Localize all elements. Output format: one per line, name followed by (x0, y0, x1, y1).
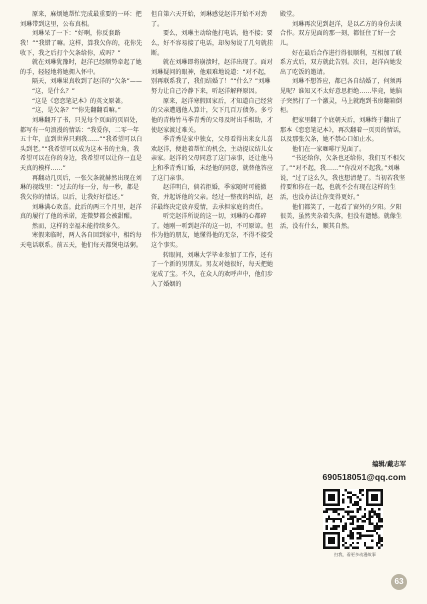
editor-credit: 编辑/戴志军 (372, 461, 406, 468)
text-column-2 (151, 10, 275, 289)
paragraph: “这，是什么？” (32, 88, 75, 95)
paragraph: 赵洋明白，倘若拒婚，季家随时可能撤资，并起诉他的父亲。经过一整夜的纠结，赵洋最终决定放弃爱情，去承担家庭的责任。 (151, 184, 273, 211)
paragraph: 季青秀是家中独女，父母看得出来女儿喜欢赵洋，便趁着帮忙的机会，主动提议结儿女亲家。赵洋的父母同意了这门亲事，还让他马上和季青秀订婚，未经他的同意，就替他答应了这门亲事。 (151, 136, 273, 182)
qr-code-icon (323, 489, 383, 549)
paragraph: 就在刘琳即将崩溃时，赵洋出现了。面对刘琳疑问的眼神，他艰难地说道：“对不起，别再联系我了，我们结婚了！”“什么？”刘琳努力让自己冷静下来，听赵洋解释原因。 (151, 59, 273, 95)
paragraph: 隔天，刘琳果真收到了赵洋的“欠条”—— (32, 78, 143, 86)
qr-caption: 扫我，看更多动漫故事 (334, 552, 376, 557)
paragraph: 要么，刘琳主动给他打电话，他不接；要么，好不容易接了电话，却匆匆说了几句就挂断。 (151, 30, 273, 57)
paragraph: 殿堂。 (280, 11, 299, 18)
paragraph: 就在刘琳犹豫时，赵洋已经顺势牵起了她的手，轻轻地将她拥入怀中。 (20, 59, 142, 76)
paragraph: 刘琳满心欢喜。此后的两三个月里，赵洋真的履行了他的承诺，连微梦都会被甜醒。 (20, 203, 142, 221)
paragraph: 原来，麻烦她帮忙完成最重要的一环：把刘琳带到这里，公布真相。 (20, 11, 142, 28)
paragraph: 寒假来临时，两人各自回到家中，相约每天电话联系。前五天，他们每天都煲电话粥。 (20, 232, 142, 249)
paragraph: 原来，赵洋寒假回家后，才知道自己经营的父亲遭遇他人算计，欠下几百万债务。多亏他的青梅竹马季青秀的父母及时出手相助，才使赵家渡过难关。 (151, 97, 273, 134)
paragraph: 他们都笑了，一起看了窗外的夕阳。夕阳很美，虽然夹杂着失落，但没有遗憾。就像生活，没有什么，顺其自然。 (280, 203, 402, 230)
qr-code[interactable] (323, 489, 383, 549)
paragraph: “这是《恋恋笔记本》的英文原著。 (32, 97, 127, 105)
paragraph: 他们在一家咖啡厅见面了。 (292, 145, 366, 153)
paragraph: 再翻动几页后，一张欠条就赫然出现在刘琳的视线里：“过去的每一分，每一秒，都是我欠你的情话。以后，让我好好偿还。” (20, 174, 142, 201)
paragraph: 然而，这样的幸福未能持续多久。 (32, 222, 124, 230)
paragraph: 刘琳呆了一下：“好啊，你反套路我！”“我错了嘛。这样，算我欠你的，花你先收下，我之后打个欠条给你，成吗？” (20, 30, 143, 57)
text-column-3 (280, 10, 406, 231)
paragraph: 好在最后合作进行得很顺利，互相加了联系方式后，双方就此告别。次日，赵洋向她发出了吃饭的邀请。 (280, 49, 402, 76)
paragraph: “这，是欠条？”“你先翻翻看嘛。” (32, 107, 121, 115)
paragraph: 但自第六天开始，刘琳感觉赵洋开始不对劲了。 (151, 11, 267, 28)
page-number: 63 (391, 574, 407, 590)
paragraph: 把家里翻了个底朝天后，刘琳终于翻出了那本《恋恋笔记本》，再次翻着一页页的情话，以及那张欠条，她不禁心口如止水。 (280, 116, 406, 144)
paragraph: 刘琳再次见到赵洋，是以乙方的身份去谈合作。双方见面的那一刻，都怔住了好一会儿。 (280, 20, 402, 47)
text-column-1 (20, 10, 144, 251)
paragraph: “书还给你，欠条也还给你，我们互不相欠了。”“对不起，我……”“你没对不起我。”刘琳说，“过了这么久，我也想清楚了。当初若我坚持要和你在一起，也就不会有现在这样的生活，也没办法让你变得更好。” (280, 155, 406, 201)
paragraph: 转眼间，刘琳大学毕业参加了工作，还有了一个新的男朋友。男友对她很好，每天把她宠成了宝。不久，在众人的欢呼声中，他们步入了婚姻的 (151, 251, 273, 288)
paragraph: 刘琳翻开了书，只见每个页面的页眉处，都写有一句浪漫的情话：“我爱你，二零一年五十年，直到世界只剩我……”“我希望可以白头到老。”“我希望可以成为这本书的主角，我希望可以在你的身边，我希望可以让你一直是天真的模样……” (20, 116, 143, 172)
contact-email: 690518051@qq.com (322, 472, 406, 482)
paragraph: 听完赵洋所说的这一切，刘琳的心都碎了。她刚一听到赵洋的这一切，不可原谅。但作为他的朋友，她懂得他的无奈，不得不接受这个事实。 (151, 213, 273, 249)
paragraph: 刘琳不想答应，都已各自结婚了，何须再见呢？谁知又不太好意思拒绝……毕竟，她脑子突然打了一个激灵，马上就跑到书房翻箱倒柜。 (280, 78, 402, 115)
